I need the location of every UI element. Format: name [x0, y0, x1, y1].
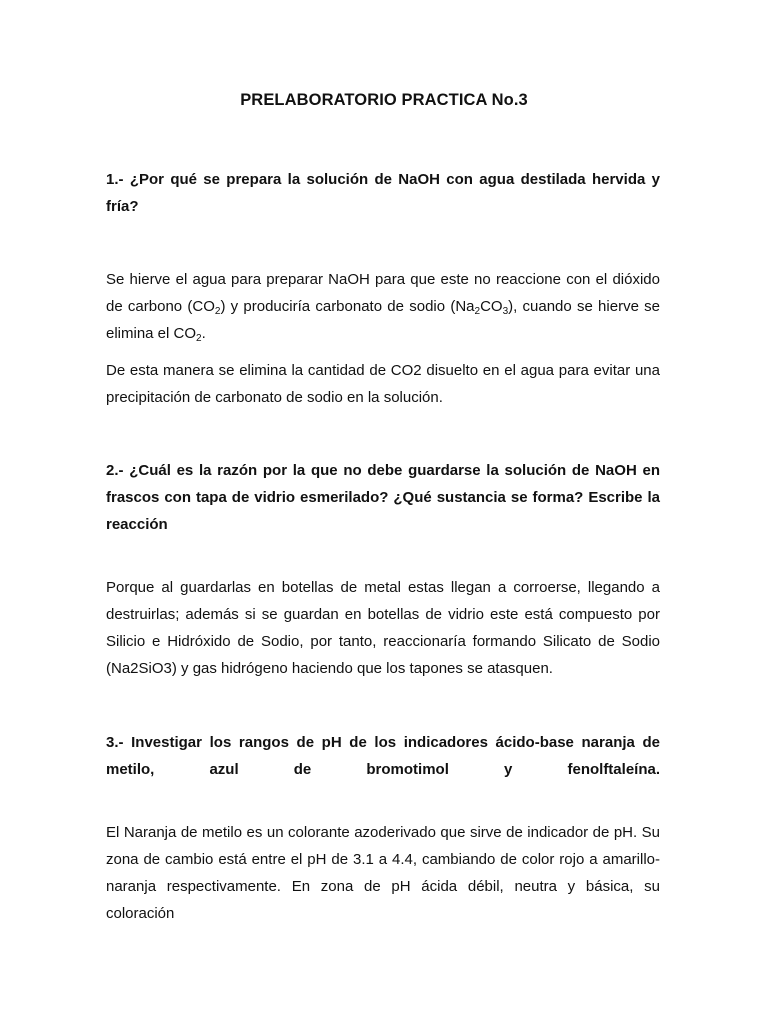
answer-3-paragraph: El Naranja de metilo es un colorante azoderivado que sirve de indicador de pH. Su zona de cambio está entre el pH de 3.1 a 4.4, cambiando de color rojo a amarillo-naranja respectivamente. En zona de pH ácida débil, neutra y básica, su coloración [106, 824, 660, 922]
question-3-line-2: metilo, azul de bromotimol y fenolftaleína. [106, 761, 660, 778]
question-2: 2.- ¿Cuál es la razón por la que no debe guardarse la solución de NaOH en frascos con tapa de vidrio esmerilado? ¿Qué sustancia se forma? Escribe la reacción [106, 462, 660, 533]
subscript: 2 [474, 306, 481, 317]
question-3-line-1: 3.- Investigar los rangos de pH de los indicadores ácido-base naranja de [106, 734, 660, 751]
answer-1-text-b: ) y produciría carbonato de sodio (Na [220, 298, 475, 315]
answer-1-text-d: ), cuando se hierve se elimina el CO [106, 298, 660, 342]
document-title: PRELABORATORIO PRACTICA No.3 [240, 91, 528, 109]
answer-1-paragraph-1 [106, 266, 660, 347]
subscript: 3 [502, 306, 509, 317]
question-3 [106, 729, 660, 783]
subscript: 2 [214, 306, 221, 317]
answer-2-paragraph: Porque al guardarlas en botellas de metal estas llegan a corroerse, llegando a destruirlas; además si se guardan en botellas de vidrio este está compuesto por Silicio e Hidróxido de Sodio, por tanto, reaccionaría formando Silicato de Sodio (Na2SiO3) y gas hidrógeno haciendo que los tapones se atasquen. [106, 579, 660, 677]
question-1: 1.- ¿Por qué se prepara la solución de NaOH con agua destilada hervida y fría? [106, 171, 660, 215]
answer-1-paragraph-2: De esta manera se elimina la cantidad de CO2 disuelto en el agua para evitar una precipitación de carbonato de sodio en la solución. [106, 362, 660, 406]
answer-1-text-e: . [201, 325, 206, 342]
subscript: 2 [196, 333, 202, 344]
answer-1-text-a: Se hierve el agua para preparar NaOH para que este no reaccione con el dióxido de carbono (CO [106, 271, 660, 315]
answer-1-text-c: CO [480, 298, 503, 315]
